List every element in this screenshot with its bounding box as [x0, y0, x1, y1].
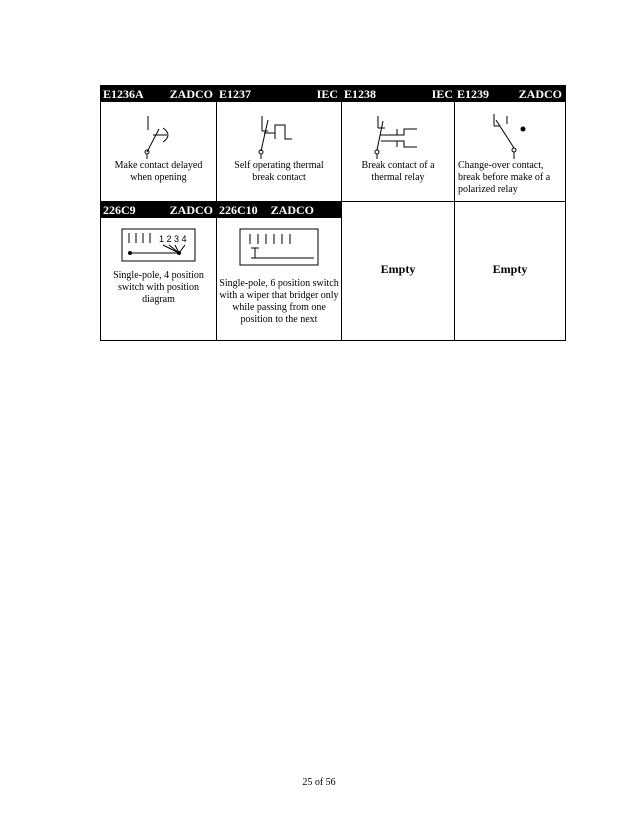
symbol-header	[342, 86, 454, 102]
symbol-standard: ZADCO	[270, 203, 315, 217]
symbol-cell-e1237	[217, 86, 342, 202]
empty-label: Empty	[380, 262, 416, 276]
symbol-cell-e1236a	[101, 86, 217, 202]
symbol-cell-e1238	[342, 86, 455, 202]
table-row	[101, 202, 566, 341]
symbol-description: Self operating thermal break contact	[234, 160, 324, 183]
symbol-description: Single-pole, 6 position switch with a wiper that bridger only while passing from one position to the next	[219, 278, 339, 325]
six-position-switch-symbol	[217, 218, 341, 278]
empty-cell	[455, 202, 566, 341]
four-position-switch-symbol	[101, 218, 216, 270]
symbol-code: 226C9	[103, 203, 136, 217]
symbol-code: E1236A	[103, 87, 144, 101]
page-number: 25 of 56	[302, 777, 336, 788]
symbol-header	[101, 86, 216, 102]
make-contact-delayed-symbol	[101, 102, 216, 160]
symbol-standard: IEC	[431, 87, 453, 101]
symbol-code: E1237	[219, 87, 252, 101]
symbol-cell-226c9	[101, 202, 217, 341]
position-numbers: 1 2 3 4	[159, 234, 187, 244]
symbol-cell-226c10	[217, 202, 342, 341]
empty-label: Empty	[492, 262, 528, 276]
symbol-header	[101, 202, 216, 218]
symbol-standard: IEC	[316, 87, 338, 101]
symbol-standard: ZADCO	[518, 87, 562, 101]
symbol-header	[217, 86, 341, 102]
symbol-table	[100, 85, 566, 341]
symbol-header	[217, 202, 341, 218]
symbol-code: 226C10	[219, 203, 258, 217]
change-over-contact-symbol	[455, 102, 565, 160]
thermal-relay-break-contact-symbol	[342, 102, 454, 160]
symbol-standard: ZADCO	[169, 87, 213, 101]
empty-cell	[342, 202, 455, 341]
symbol-standard: ZADCO	[169, 203, 213, 217]
symbol-header	[455, 86, 565, 102]
symbol-cell-e1239	[455, 86, 566, 202]
symbol-description: Single-pole, 4 position switch with position diagram	[113, 270, 204, 305]
symbol-description: Change-over contact, break before make of a polarized relay	[458, 160, 551, 195]
symbol-code: E1238	[344, 87, 377, 101]
thermal-break-contact-symbol	[217, 102, 341, 160]
symbol-description: Break contact of a thermal relay	[361, 160, 435, 183]
symbol-description: Make contact delayed when opening	[114, 160, 203, 183]
table-row	[101, 86, 566, 202]
symbol-code: E1239	[457, 87, 490, 101]
